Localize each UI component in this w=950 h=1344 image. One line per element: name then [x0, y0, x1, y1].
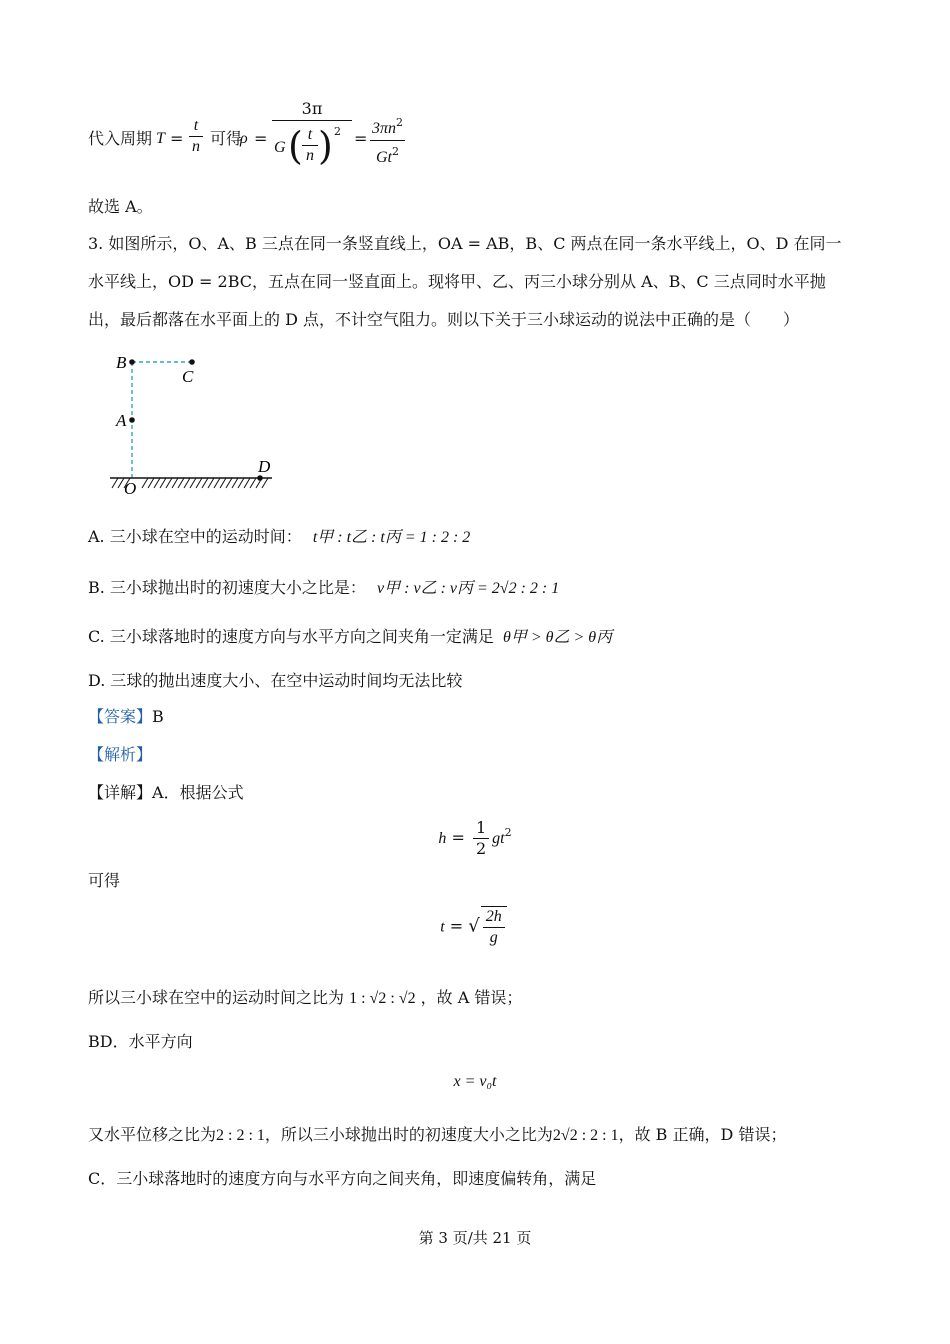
symbol-G: G	[274, 139, 286, 156]
option-C-text: C. 三小球落地时的速度方向与水平方向之间夹角一定满足	[88, 627, 494, 646]
eq-t-symbol: t	[440, 918, 445, 936]
inner-fraction	[302, 125, 318, 166]
time-ratio-math: 1 : √2 : √2	[349, 990, 416, 1007]
time-ratio-end: ，故 A 错误；	[420, 988, 523, 1007]
rhs-den: Gt	[376, 149, 392, 166]
option-B	[88, 577, 559, 600]
eq-h-num: 1	[473, 818, 489, 839]
label-D: D	[258, 457, 271, 476]
formula-prefix: 代入周期	[88, 129, 153, 148]
option-A-text: A. 三小球在空中的运动时间：	[88, 527, 302, 546]
c-line: C．三小球落地时的速度方向与水平方向之间夹角，即速度偏转角，满足	[88, 1169, 597, 1188]
velocity-ratio: 2√2 : 2 : 1	[552, 1127, 619, 1144]
paren-close: )	[318, 124, 333, 168]
paren-open: (	[288, 124, 303, 168]
three-pi: 3π	[301, 99, 323, 118]
eq-t-den: g	[489, 929, 498, 946]
equation-h	[0, 818, 950, 859]
label-C: C	[182, 367, 194, 386]
option-A	[88, 526, 470, 549]
option-B-math: v甲 : v乙 : v丙 = 2√2 : 2 : 1	[377, 580, 560, 597]
eq-h-equals: =	[451, 828, 465, 847]
question-line-3: 出，最后都落在水平面上的 D 点，不计空气阻力。则以下关于三小球运动的说法中正确的是（ ）	[88, 310, 800, 329]
point-A	[129, 417, 135, 423]
projectile-figure	[100, 348, 290, 498]
equals-1: =	[170, 129, 184, 148]
question-line-2: 水平线上，OD = 2BC，五点在同一竖直面上。现将甲、乙、丙三小球分别从 A、B、C 三点同时水平抛	[88, 272, 826, 291]
keyi-text: 可得	[210, 129, 243, 148]
displacement-ratio: 2 : 2 : 1	[216, 1127, 265, 1144]
symbol-rho: ρ	[240, 130, 248, 147]
inner-n: n	[306, 147, 314, 164]
label-O: O	[124, 479, 137, 498]
displacement-line	[88, 1124, 786, 1147]
displacement-end: ，故 B 正确，D 错误；	[618, 1125, 787, 1144]
time-ratio-line	[88, 987, 522, 1010]
inner-t: t	[302, 125, 318, 146]
equals-2: =	[254, 129, 268, 148]
frac-n: n	[192, 138, 200, 155]
analysis-label: 【解析】	[88, 745, 153, 764]
bd-line: BD．水平方向	[88, 1032, 193, 1051]
option-C-math: θ甲 > θ乙 > θ丙	[502, 629, 613, 646]
kede-text: 可得	[88, 871, 121, 890]
label-B: B	[116, 353, 127, 372]
eq-t-num: 2h	[483, 907, 505, 928]
option-B-text: B. 三小球抛出时的初速度大小之比是：	[88, 578, 366, 597]
label-A: A	[116, 411, 127, 430]
answer-label: 【答案】	[88, 707, 153, 726]
frac-t: t	[189, 116, 203, 137]
equals-3: =	[354, 129, 368, 148]
displacement-text: 又水平位移之比为	[88, 1125, 217, 1144]
point-C	[189, 359, 195, 365]
fraction-t-over-n	[189, 116, 203, 157]
time-ratio-text: 所以三小球在空中的运动时间之比为	[88, 988, 345, 1007]
option-D: D. 三球的抛出速度大小、在空中运动时间均无法比较	[88, 671, 463, 690]
eq-h-gt: gt	[492, 830, 505, 847]
fraction-3pi	[272, 98, 352, 175]
page-footer: 第 3 页/共 21 页	[418, 1229, 532, 1247]
option-C	[88, 626, 612, 649]
point-B	[129, 359, 135, 365]
equation-x: x = v₀t	[453, 1073, 497, 1090]
equation-t	[0, 906, 950, 948]
eq-h-symbol: h	[438, 830, 447, 847]
eq-h-exp: 2	[504, 826, 512, 839]
eq-t-equals: =	[449, 916, 464, 936]
exp-2: 2	[334, 125, 341, 138]
displacement-mid: ，所以三小球抛出时的初速度大小之比为	[264, 1125, 553, 1144]
fraction-rhs: $3\pi n^2$ Gt$^2$	[370, 112, 405, 169]
detail-line	[88, 782, 244, 804]
answer-value: B	[152, 707, 164, 726]
rhs-num: 3πn	[372, 120, 397, 137]
answer-line	[88, 706, 164, 728]
symbol-T: T	[156, 130, 165, 147]
question-line-1: 3. 如图所示，O、A、B 三点在同一条竖直线上，OA = AB，B、C 两点在同一条水平线上，O、D 在同一	[88, 234, 842, 253]
eq-h-den: 2	[475, 839, 487, 858]
detail-label: 【详解】	[88, 783, 153, 802]
option-A-math: t甲 : t乙 : t丙 = 1 : 2 : 2	[312, 529, 471, 546]
detail-text: A．根据公式	[152, 783, 244, 802]
eq-t-fraction	[481, 906, 507, 948]
sqrt-sign: √	[468, 915, 480, 937]
gu-xuan: 故选 A。	[88, 197, 153, 216]
eq-h-fraction	[473, 818, 489, 859]
